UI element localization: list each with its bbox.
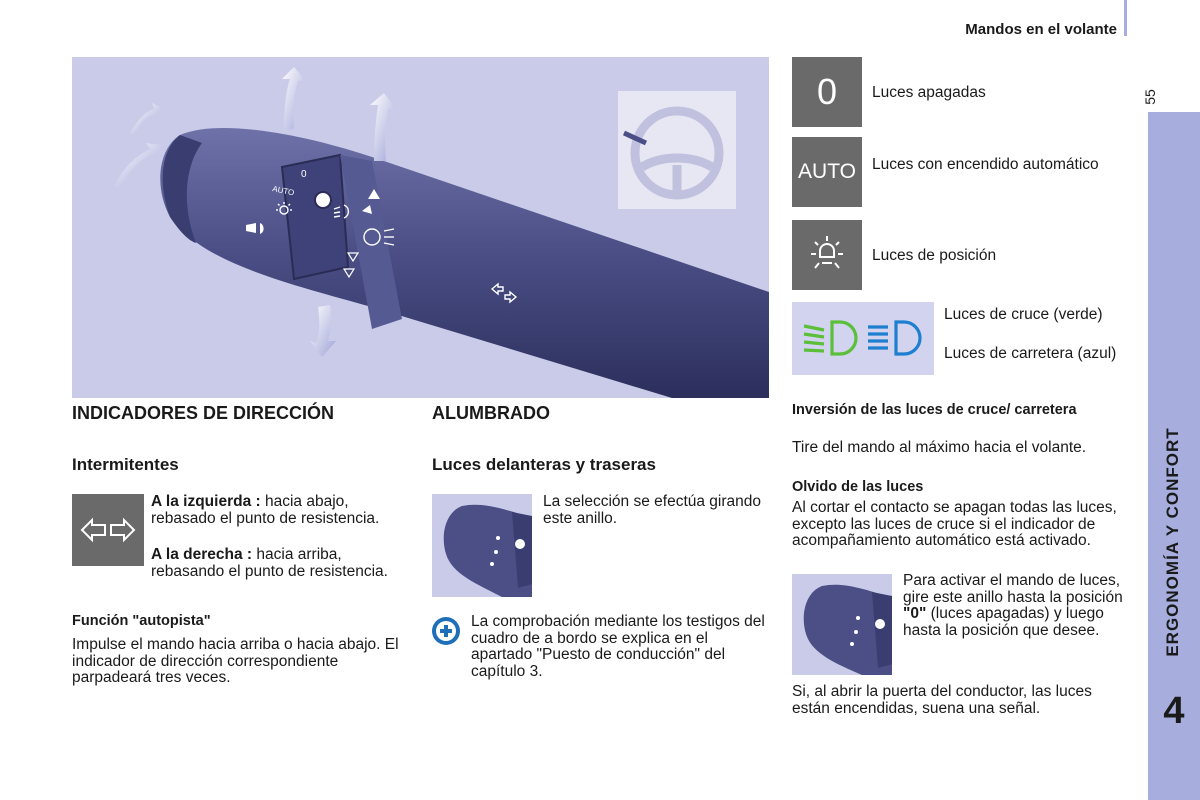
left-turn-text bbox=[151, 494, 396, 527]
info-plus-icon bbox=[432, 617, 460, 645]
right-turn-label: A la derecha : bbox=[151, 546, 253, 563]
ring-label-off: 0 bbox=[301, 169, 307, 180]
ring-marker bbox=[315, 192, 331, 208]
section-heading-lighting: ALUMBRADO bbox=[432, 403, 550, 423]
turn-signal-icon bbox=[80, 515, 136, 545]
low-beam-label: Luces de cruce (verde) bbox=[944, 306, 1103, 323]
chapter-label bbox=[1153, 396, 1193, 688]
indicator-up-arrow-left bbox=[282, 67, 306, 131]
low-beam-icon bbox=[804, 322, 856, 354]
left-turn-desc: hacia abajo, rebasado el punto de resistencia. bbox=[151, 493, 380, 527]
mode-off-icon-box bbox=[792, 57, 862, 127]
page-number: 55 bbox=[1142, 89, 1158, 105]
autopista-text: Impulse el mando hacia arriba o hacia abajo. El indicador de dirección correspondiente parpadeará tres veces. bbox=[72, 636, 399, 686]
indicator-up-arrow-right bbox=[370, 93, 396, 161]
subheading-front-rear-lights: Luces delanteras y traseras bbox=[432, 455, 656, 474]
page-header-title: Mandos en el volante bbox=[965, 21, 1117, 38]
ring-thumbnail-drawing bbox=[432, 494, 532, 597]
section-heading-indicators: INDICADORES DE DIRECCIÓN bbox=[72, 403, 335, 423]
ring-photo-thumbnail bbox=[432, 494, 532, 597]
beam-icons-box bbox=[792, 302, 934, 375]
note-text: La comprobación mediante los testigos del cuadro de a bordo se explica en el apartado "Puesto de conducción" del capítulo 3. bbox=[471, 613, 765, 680]
ring-selection-text: La selección se efectúa girando este anillo. bbox=[543, 493, 762, 527]
activar-bold: "0" bbox=[903, 605, 927, 622]
indicator-down-arrow bbox=[310, 305, 336, 357]
ring-photo-thumbnail-2 bbox=[792, 574, 892, 675]
right-turn-text bbox=[151, 547, 396, 580]
mode-auto-icon: AUTO bbox=[798, 160, 856, 183]
position-lights-icon bbox=[805, 233, 849, 277]
door-warning-text: Si, al abrir la puerta del conductor, las luces están encendidas, suena una señal. bbox=[792, 683, 1092, 717]
turn-signal-icon-box bbox=[72, 494, 144, 566]
ring-label-auto: AUTO bbox=[271, 184, 296, 198]
chapter-number: 4 bbox=[1163, 690, 1185, 732]
olvido-text: Al cortar el contacto se apagan todas las luces, excepto las luces de cruce si el indicador de acompañamiento automático está activado. bbox=[792, 499, 1117, 549]
rotate-arrow-up-left bbox=[130, 103, 164, 135]
left-turn-label: A la izquierda : bbox=[151, 493, 261, 510]
high-beam-icon bbox=[868, 322, 920, 354]
mode-off-icon: 0 bbox=[816, 71, 838, 112]
lighting-stalk-illustration bbox=[72, 57, 769, 398]
mode-position-label: Luces de posición bbox=[872, 247, 997, 264]
autopista-heading: Función "autopista" bbox=[72, 613, 211, 629]
header-divider bbox=[1124, 0, 1127, 36]
mode-auto-icon-box bbox=[792, 137, 862, 207]
stalk-drawing bbox=[72, 57, 769, 398]
beam-icons bbox=[792, 302, 934, 375]
rotate-arrow-left bbox=[114, 143, 162, 187]
mode-auto-label: Luces con encendido automático bbox=[872, 156, 1099, 173]
mode-position-icon-box bbox=[792, 220, 862, 290]
chapter-label-text: ERGONOMÍA Y CONFORT bbox=[1163, 427, 1182, 657]
high-beam-label: Luces de carretera (azul) bbox=[944, 345, 1117, 362]
mode-off-label: Luces apagadas bbox=[872, 84, 986, 101]
ring-thumbnail-drawing-2 bbox=[792, 574, 892, 675]
olvido-heading: Olvido de las luces bbox=[792, 479, 924, 495]
subheading-intermitentes: Intermitentes bbox=[72, 455, 179, 474]
activar-text-b: (luces apagadas) y luego hasta la posición que desee. bbox=[903, 605, 1104, 639]
activar-text bbox=[903, 573, 1125, 639]
activar-text-a: Para activar el mando de luces, gire este anillo hasta la posición bbox=[903, 572, 1123, 606]
inversion-heading: Inversión de las luces de cruce/ carretera bbox=[792, 402, 1077, 418]
right-turn-desc: hacia arriba, rebasando el punto de resistencia. bbox=[151, 546, 388, 580]
inversion-text: Tire del mando al máximo hacia el volante. bbox=[792, 439, 1087, 456]
